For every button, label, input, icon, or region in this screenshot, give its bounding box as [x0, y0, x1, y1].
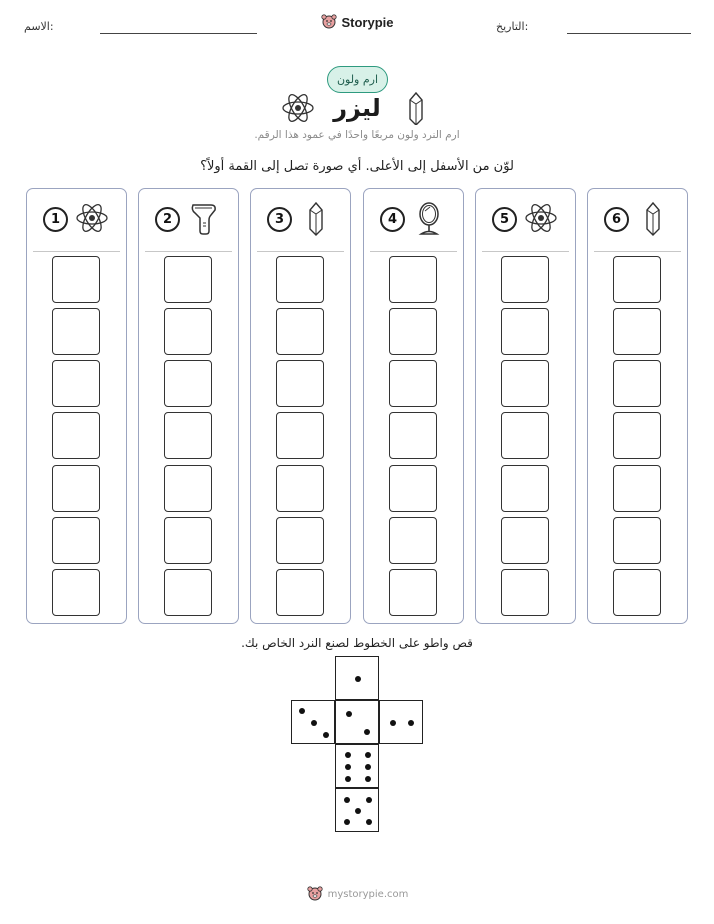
die-pip	[365, 776, 371, 782]
date-line[interactable]	[567, 33, 691, 34]
die-pip	[311, 720, 317, 726]
color-square[interactable]	[501, 517, 549, 564]
die-pip	[344, 797, 350, 803]
die-pip	[346, 711, 352, 717]
column-number: 2	[155, 207, 180, 232]
die-face-1	[335, 656, 379, 700]
atom-icon	[523, 201, 559, 237]
die-pip	[365, 764, 371, 770]
color-square[interactable]	[613, 517, 661, 564]
page-subtitle: ارم النرد ولون مربعًا واحدًا في عمود هذا الرقم.	[254, 129, 460, 141]
color-square[interactable]	[164, 360, 212, 407]
color-square[interactable]	[164, 465, 212, 512]
color-square[interactable]	[389, 308, 437, 355]
color-square[interactable]	[613, 308, 661, 355]
die-pip	[345, 752, 351, 758]
column-header	[27, 189, 126, 249]
color-square[interactable]	[613, 256, 661, 303]
mirror-icon	[411, 201, 447, 237]
color-square[interactable]	[389, 465, 437, 512]
column-number: 3	[267, 207, 292, 232]
date-label: التاريخ:	[496, 20, 529, 33]
barcode-scanner-icon	[186, 201, 222, 237]
column-header	[588, 189, 687, 249]
die-pip	[323, 732, 329, 738]
color-square[interactable]	[164, 412, 212, 459]
color-square[interactable]	[389, 412, 437, 459]
color-square[interactable]	[52, 517, 100, 564]
brand-logo	[0, 13, 714, 31]
color-square[interactable]	[164, 569, 212, 616]
color-square[interactable]	[389, 360, 437, 407]
color-square[interactable]	[52, 465, 100, 512]
crystal-icon	[298, 201, 334, 237]
column-number: 4	[380, 207, 405, 232]
color-square[interactable]	[276, 465, 324, 512]
column-divider	[594, 251, 681, 252]
color-square[interactable]	[389, 517, 437, 564]
die-pip	[366, 797, 372, 803]
color-square[interactable]	[389, 256, 437, 303]
mascot-icon	[320, 13, 338, 31]
color-square[interactable]	[52, 256, 100, 303]
color-square[interactable]	[52, 412, 100, 459]
column-3	[250, 188, 351, 624]
column-header	[364, 189, 463, 249]
column-header	[476, 189, 575, 249]
die-pip	[364, 729, 370, 735]
color-square[interactable]	[501, 569, 549, 616]
column-divider	[257, 251, 344, 252]
column-divider	[33, 251, 120, 252]
color-square[interactable]	[501, 465, 549, 512]
color-square[interactable]	[276, 308, 324, 355]
footer-url[interactable]: mystorypie.com	[327, 888, 409, 900]
color-square[interactable]	[501, 360, 549, 407]
atom-icon	[281, 91, 315, 125]
column-2	[138, 188, 239, 624]
color-square[interactable]	[501, 412, 549, 459]
column-1	[26, 188, 127, 624]
crystal-icon	[635, 201, 671, 237]
color-square[interactable]	[276, 569, 324, 616]
crystal-icon	[399, 91, 433, 125]
color-square[interactable]	[276, 517, 324, 564]
color-square[interactable]	[276, 360, 324, 407]
race-columns	[26, 188, 688, 624]
die-face-3	[291, 700, 335, 744]
column-number: 1	[43, 207, 68, 232]
die-instruction: قص واطو على الخطوط لصنع النرد الخاص بك.	[241, 636, 473, 650]
color-square[interactable]	[613, 360, 661, 407]
die-pip	[355, 676, 361, 682]
color-square[interactable]	[164, 256, 212, 303]
color-square[interactable]	[501, 256, 549, 303]
die-pip	[365, 752, 371, 758]
color-square[interactable]	[276, 412, 324, 459]
page-title: ليزر	[333, 94, 381, 122]
column-6	[587, 188, 688, 624]
column-number: 5	[492, 207, 517, 232]
column-header	[251, 189, 350, 249]
column-5	[475, 188, 576, 624]
color-square[interactable]	[52, 360, 100, 407]
name-line[interactable]	[100, 33, 257, 34]
color-square[interactable]	[613, 569, 661, 616]
atom-icon	[74, 201, 110, 237]
column-divider	[482, 251, 569, 252]
name-label: الاسم:	[24, 20, 54, 33]
die-pip	[299, 708, 305, 714]
die-pip	[408, 720, 414, 726]
footer	[0, 885, 714, 903]
mascot-icon	[306, 885, 324, 903]
color-square[interactable]	[164, 308, 212, 355]
die-pip	[355, 808, 361, 814]
die-pip	[344, 819, 350, 825]
column-number: 6	[604, 207, 629, 232]
coloring-instruction: لوّن من الأسفل إلى الأعلى. أي صورة تصل إلى القمة أولاً؟	[200, 159, 514, 174]
color-square[interactable]	[276, 256, 324, 303]
die-pip	[345, 776, 351, 782]
color-square[interactable]	[52, 569, 100, 616]
color-square[interactable]	[501, 308, 549, 355]
brand-name: Storypie	[341, 14, 394, 30]
column-header	[139, 189, 238, 249]
column-divider	[370, 251, 457, 252]
color-square[interactable]	[52, 308, 100, 355]
die-face-6	[335, 744, 379, 788]
color-square[interactable]	[389, 569, 437, 616]
column-divider	[145, 251, 232, 252]
die-face-2	[335, 700, 379, 744]
column-4	[363, 188, 464, 624]
game-type-badge: ارم ولون	[327, 66, 388, 93]
color-square[interactable]	[613, 465, 661, 512]
die-pip	[366, 819, 372, 825]
die-face-2	[379, 700, 423, 744]
die-pip	[345, 764, 351, 770]
color-square[interactable]	[613, 412, 661, 459]
color-square[interactable]	[164, 517, 212, 564]
die-face-5	[335, 788, 379, 832]
title-row	[0, 92, 714, 124]
die-pip	[390, 720, 396, 726]
